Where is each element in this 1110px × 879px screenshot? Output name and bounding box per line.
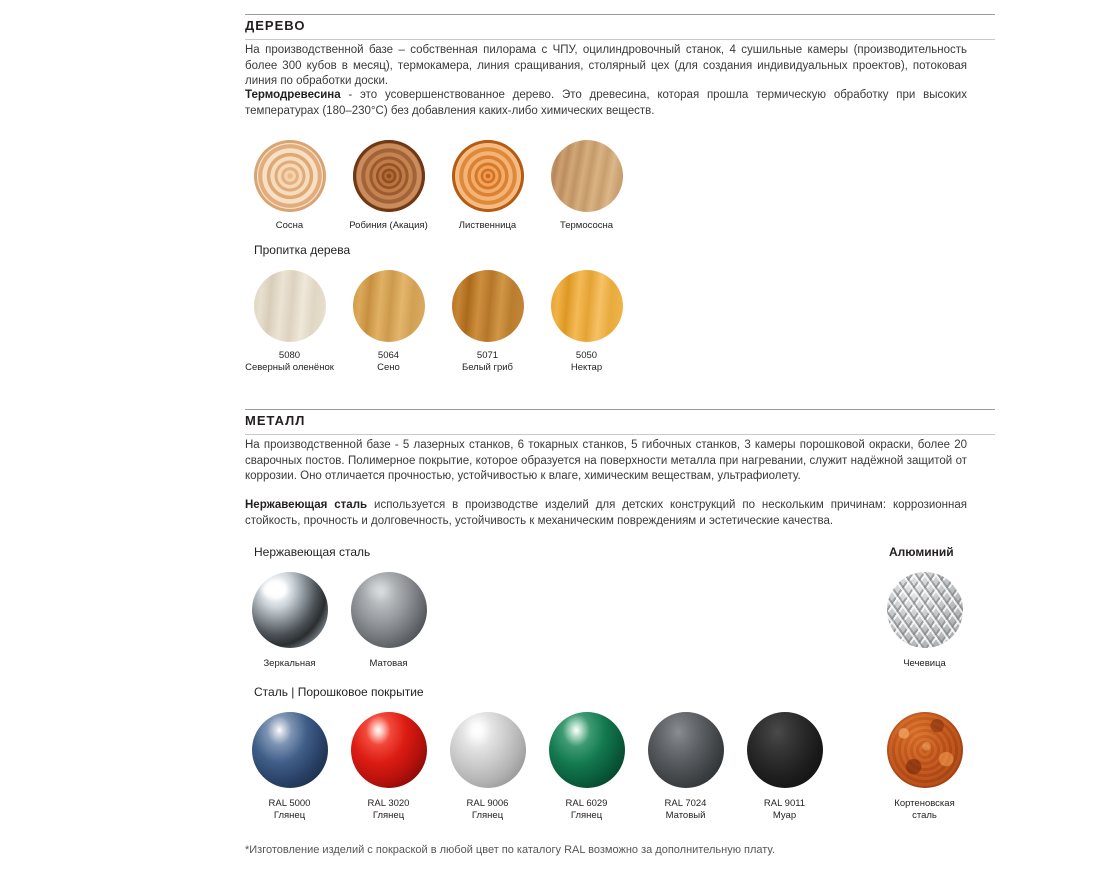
powder-sample-ral5000-icon — [252, 712, 328, 788]
impregnation-caption-5050 — [537, 350, 636, 373]
powder-sample-ral6029-icon — [549, 712, 625, 788]
powder-disc-wrap — [735, 710, 834, 790]
wood-swatch-robinia — [339, 140, 438, 232]
powder-disc-wrap — [240, 710, 339, 790]
stainless-caption-mirror: Зеркальная — [263, 658, 316, 669]
powder-code-ral5000: RAL 5000 — [268, 798, 311, 809]
powder-finish-ral9006: Глянец — [471, 809, 504, 821]
impregnation-swatch-row — [240, 270, 636, 373]
impregnation-disc-wrap — [339, 270, 438, 342]
wood-disc-wrap — [537, 140, 636, 212]
wood-caption-sosna: Сосна — [275, 220, 304, 231]
metal-paragraph-1: На производственной базе - 5 лазерных станков, 6 токарных станков, 5 гибочных станков, 3 камеры порошковой окраски, более 20 сварочных постов. Полимерное покрытие, которое образуется на поверхности металла при нагревании, служит надёжной защитой от коррозии. Оно отличается прочностью, устойчивостью к влаге, химическим веществам, ультрафиолету. — [245, 439, 967, 482]
powder-sample-ral3020-icon — [351, 712, 427, 788]
metal-paragraph-2-rest: используется в производстве изделий для детских конструкций по нескольким причинам: коррозионная стойкость, прочность и долговечность, устойчивость к механическим повреждениям и эстетические качества. — [245, 499, 968, 527]
aluminium-disc-wrap — [875, 570, 974, 650]
stainless-sample-mirror-icon — [252, 572, 328, 648]
powder-sample-ral9006-icon — [450, 712, 526, 788]
metal-paragraph-2-bold: Нержавеющая сталь — [245, 499, 368, 511]
stainless-disc-wrap — [339, 570, 438, 650]
impregnation-name-5071: Белый гриб — [461, 361, 514, 373]
metal-section-header — [245, 413, 995, 433]
stainless-disc-wrap — [240, 570, 339, 650]
impregnation-code-5080: 5080 — [278, 350, 301, 361]
impregnation-disc-wrap — [537, 270, 636, 342]
powder-finish-ral6029: Глянец — [570, 809, 603, 821]
wood-section-bottom-rule — [245, 39, 995, 40]
metal-section-top-rule — [245, 409, 995, 410]
stainless-label: Нержавеющая сталь — [254, 545, 371, 559]
impregnation-disc-wrap — [240, 270, 339, 342]
powder-code-ral6029: RAL 6029 — [565, 798, 608, 809]
powder-finish-ral7024: Матовый — [665, 809, 706, 821]
powder-code-ral9006: RAL 9006 — [466, 798, 509, 809]
wood-section-title: ДЕРЕВО — [245, 18, 306, 33]
corten-label-line1: Кортеновская — [894, 798, 955, 809]
impregnation-swatch-5050 — [537, 270, 636, 373]
corten-caption — [875, 798, 974, 821]
stainless-caption-matte: Матовая — [369, 658, 408, 669]
wood-disc-wrap — [339, 140, 438, 212]
aluminium-sample-lentil-icon — [887, 572, 963, 648]
impregnation-swatch-5071 — [438, 270, 537, 373]
powder-caption-ral3020 — [339, 798, 438, 821]
powder-swatch-ral5000 — [240, 710, 339, 821]
powder-swatch-ral9011 — [735, 710, 834, 821]
powder-swatch-ral6029 — [537, 710, 636, 821]
metal-section-bottom-rule — [245, 434, 995, 435]
aluminium-label: Алюминий — [889, 545, 954, 559]
stainless-swatch-mirror — [240, 570, 339, 670]
metal-paragraph-2 — [245, 498, 967, 529]
powder-caption-ral7024 — [636, 798, 735, 821]
wood-paragraph-2-bold: Термодревесина — [245, 89, 341, 101]
wood-disc-wrap — [240, 140, 339, 212]
wood-paragraph-1: На производственной базе – собственная пилорама с ЧПУ, оцилиндровочный станок, 4 сушильные камеры (производительность более 300 кубов в месяц), термокамера, линия сращивания, столярный цех (для создания индивидуальных проектов), потоковая линия по обработки доски. — [245, 44, 967, 87]
impregnation-swatch-5064 — [339, 270, 438, 373]
impregnation-label: Пропитка дерева — [254, 243, 351, 257]
stainless-swatch-matte — [339, 570, 438, 670]
powder-disc-wrap — [537, 710, 636, 790]
powder-swatch-ral3020 — [339, 710, 438, 821]
powder-caption-ral6029 — [537, 798, 636, 821]
wood-sample-listvennica-icon — [452, 140, 524, 212]
powder-caption-ral9006 — [438, 798, 537, 821]
aluminium-caption-lentil: Чечевица — [903, 658, 946, 669]
stainless-swatch-row — [240, 570, 438, 670]
impregnation-sample-5080-icon — [254, 270, 326, 342]
wood-caption-robinia: Робиния (Акация) — [349, 220, 428, 231]
wood-swatch-row — [240, 140, 636, 232]
impregnation-caption-5064 — [339, 350, 438, 373]
powder-sample-ral7024-icon — [648, 712, 724, 788]
powder-disc-wrap — [636, 710, 735, 790]
wood-sample-termososna-icon — [551, 140, 623, 212]
impregnation-code-5064: 5064 — [377, 350, 400, 361]
impregnation-code-5050: 5050 — [575, 350, 598, 361]
impregnation-name-5050: Нектар — [570, 361, 603, 373]
impregnation-disc-wrap — [438, 270, 537, 342]
impregnation-name-5064: Сено — [377, 361, 400, 373]
powder-code-ral9011: RAL 9011 — [763, 798, 806, 809]
powder-finish-ral5000: Глянец — [273, 809, 306, 821]
powder-swatch-ral9006 — [438, 710, 537, 821]
corten-swatch-row — [875, 710, 974, 821]
powder-code-ral3020: RAL 3020 — [367, 798, 410, 809]
powder-code-ral7024: RAL 7024 — [664, 798, 707, 809]
footnote-text: *Изготовление изделий с покраской в любой цвет по каталогу RAL возможно за дополнительную плату. — [245, 844, 775, 856]
wood-section-header — [245, 18, 995, 38]
powder-finish-ral9011: Муар — [772, 809, 797, 821]
wood-paragraph-2-rest: - это усовершенствованное дерево. Это древесина, которая прошла термическую обработку при высоких температурах (180–230°С) без добавления каких-либо химических веществ. — [245, 89, 967, 117]
stainless-sample-matte-icon — [351, 572, 427, 648]
corten-label-line2: сталь — [912, 809, 937, 821]
wood-swatch-termososna — [537, 140, 636, 232]
impregnation-code-5071: 5071 — [476, 350, 499, 361]
impregnation-swatch-5080 — [240, 270, 339, 373]
impregnation-caption-5080 — [240, 350, 339, 373]
wood-paragraph-2 — [245, 88, 967, 119]
metal-section-title: МЕТАЛЛ — [245, 413, 306, 428]
wood-swatch-sosna — [240, 140, 339, 232]
corten-sample-icon — [887, 712, 963, 788]
wood-caption-termososna: Термососна — [559, 220, 614, 231]
powder-caption-ral9011 — [735, 798, 834, 821]
impregnation-sample-5071-icon — [452, 270, 524, 342]
powder-swatch-ral7024 — [636, 710, 735, 821]
powder-disc-wrap — [339, 710, 438, 790]
impregnation-name-5080: Северный оленёнок — [245, 361, 334, 373]
wood-swatch-listvennica — [438, 140, 537, 232]
wood-sample-robinia-icon — [353, 140, 425, 212]
aluminium-swatch-row — [875, 570, 974, 670]
wood-caption-listvennica: Лиственница — [458, 220, 517, 231]
powder-finish-ral3020: Глянец — [372, 809, 405, 821]
powder-swatch-row — [240, 710, 834, 821]
impregnation-sample-5064-icon — [353, 270, 425, 342]
wood-section-top-rule — [245, 14, 995, 15]
corten-disc-wrap — [875, 710, 974, 790]
aluminium-swatch-lentil — [875, 570, 974, 670]
corten-swatch — [875, 710, 974, 821]
wood-disc-wrap — [438, 140, 537, 212]
wood-sample-sosna-icon — [254, 140, 326, 212]
impregnation-caption-5071 — [438, 350, 537, 373]
powder-caption-ral5000 — [240, 798, 339, 821]
powder-sample-ral9011-icon — [747, 712, 823, 788]
powder-disc-wrap — [438, 710, 537, 790]
powder-coating-label: Сталь | Порошковое покрытие — [254, 685, 424, 699]
impregnation-sample-5050-icon — [551, 270, 623, 342]
